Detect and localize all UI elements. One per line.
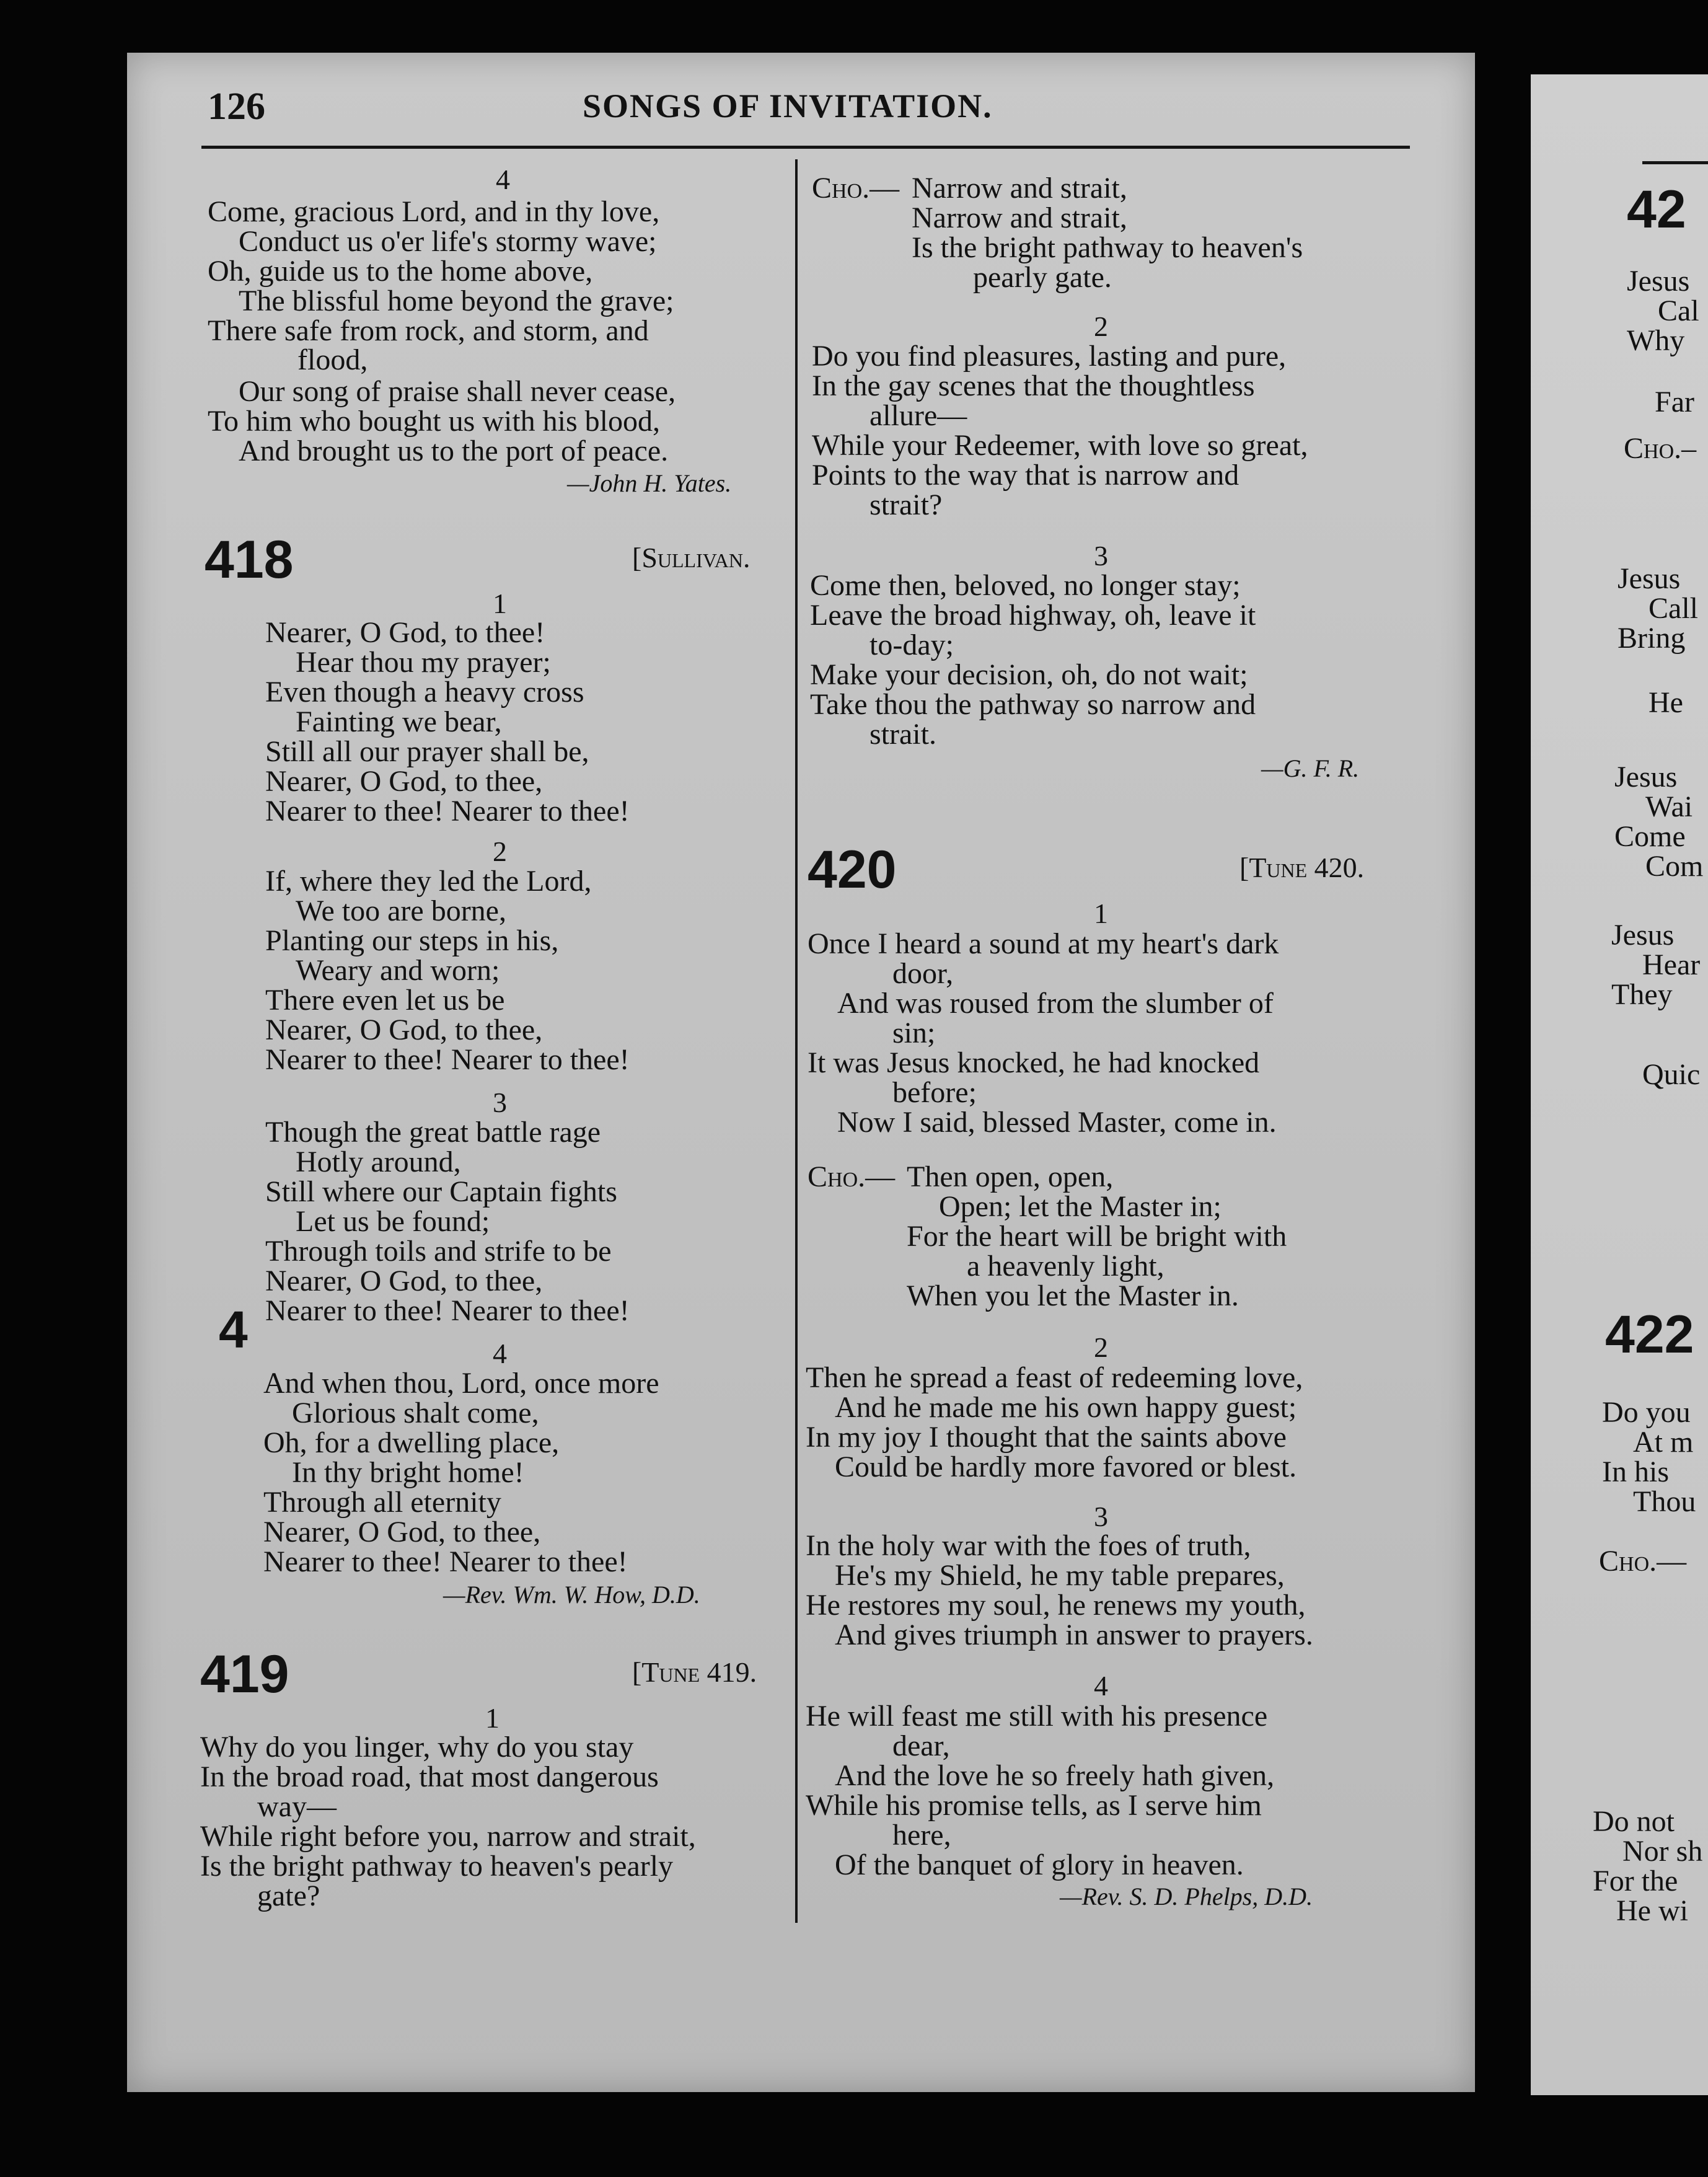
stanza-number: 2	[1094, 311, 1108, 342]
verse-line: Could be hardly more favored or blest.	[835, 1451, 1297, 1483]
verse-line: door,	[892, 957, 954, 990]
author-credit: —G. F. R.	[1261, 754, 1360, 782]
column-rule	[795, 159, 798, 1923]
facing-line: Bring	[1618, 622, 1686, 655]
verse-line: Come then, beloved, no longer stay;	[810, 569, 1241, 602]
chorus-label: Cho.—	[808, 1160, 896, 1193]
facing-line: Quic	[1642, 1058, 1701, 1091]
verse-line: Through toils and strife to be	[265, 1235, 612, 1268]
tune-name: [Tune 419.	[632, 1656, 757, 1688]
facing-page	[1531, 74, 1708, 2095]
facing-line: He wi	[1616, 1894, 1688, 1927]
verse-line: Oh, guide us to the home above,	[208, 255, 593, 288]
facing-line: Do not	[1593, 1805, 1675, 1838]
verse-line: allure—	[869, 399, 967, 432]
verse-line: Though the great battle rage	[265, 1116, 601, 1149]
verse-line: And was roused from the slumber of	[837, 987, 1274, 1020]
verse-line: to-day;	[869, 629, 954, 661]
facing-line: Jesus	[1614, 761, 1678, 793]
verse-line: Our song of praise shall never cease,	[239, 375, 676, 408]
verse-line: In the holy war with the foes of truth,	[806, 1529, 1251, 1562]
verse-line: Now I said, blessed Master, come in.	[837, 1106, 1277, 1139]
verse-line: Weary and worn;	[296, 954, 500, 987]
verse-line: before;	[892, 1076, 977, 1109]
facing-line: Thou	[1633, 1485, 1696, 1518]
verse-line: strait?	[869, 488, 943, 521]
verse-line: Nearer, O God, to thee!	[265, 616, 545, 649]
verse-line: Let us be found;	[296, 1205, 490, 1238]
stanza-number: 1	[1094, 898, 1108, 929]
verse-line: In the broad road, that most dangerous	[200, 1760, 659, 1793]
facing-line: They	[1611, 978, 1673, 1011]
facing-line: Do you	[1602, 1396, 1691, 1429]
verse-line: While his promise tells, as I serve him	[806, 1789, 1262, 1822]
verse-line: The blissful home beyond the grave;	[239, 285, 674, 317]
header-rule	[201, 146, 1410, 149]
tune-name: [Sullivan.	[632, 542, 751, 573]
author-credit: —Rev. Wm. W. How, D.D.	[443, 1581, 700, 1609]
verse-line: Conduct us o'er life's stormy wave;	[239, 225, 657, 258]
verse-line: In the gay scenes that the thoughtless	[812, 369, 1255, 402]
verse-line: Glorious shalt come,	[292, 1397, 539, 1429]
facing-line: Cal	[1658, 294, 1699, 327]
verse-line: If, where they led the Lord,	[265, 865, 592, 898]
verse-line: Planting our steps in his,	[265, 924, 559, 957]
verse-line: Fainting we bear,	[296, 705, 502, 738]
verse-line: While right before you, narrow and strait,	[200, 1820, 696, 1853]
facing-line: Cho.–	[1624, 432, 1697, 465]
verse-line: Points to the way that is narrow and	[812, 459, 1239, 492]
verse-line: And when thou, Lord, once more	[263, 1367, 659, 1400]
facing-line: Nor sh	[1622, 1835, 1703, 1868]
chorus-line: Is the bright pathway to heaven's	[912, 231, 1303, 264]
stanza-number: 1	[485, 1702, 500, 1734]
chorus-line: Narrow and strait,	[912, 172, 1127, 205]
verse-line: And gives triumph in answer to prayers.	[835, 1618, 1313, 1651]
verse-line: Why do you linger, why do you stay	[200, 1731, 634, 1764]
stanza-number: 2	[1094, 1331, 1108, 1363]
chorus-line: pearly gate.	[973, 261, 1112, 294]
verse-line: He will feast me still with his presence	[806, 1700, 1268, 1733]
verse-line: Nearer to thee! Nearer to thee!	[265, 1294, 630, 1327]
verse-line: Hear thou my prayer;	[296, 646, 551, 679]
verse-line: Is the bright pathway to heaven's pearly	[200, 1850, 674, 1883]
facing-line: Cho.—	[1599, 1545, 1687, 1578]
facing-line: Jesus	[1627, 265, 1690, 298]
chorus-line: Open; let the Master in;	[939, 1190, 1222, 1223]
verse-line: flood,	[297, 343, 368, 376]
facing-hymn-number: 42	[1627, 180, 1686, 239]
verse-line: Oh, for a dwelling place,	[263, 1426, 560, 1459]
verse-line: strait.	[869, 718, 936, 751]
verse-line: Nearer, O God, to thee,	[263, 1516, 541, 1548]
verse-line: Hotly around,	[296, 1146, 461, 1178]
stanza-number: 1	[493, 588, 507, 619]
verse-line: And brought us to the port of peace.	[239, 435, 669, 467]
verse-line: Even though a heavy cross	[265, 676, 584, 709]
stanza-number: 3	[1094, 1501, 1108, 1532]
chorus-line: When you let the Master in.	[907, 1279, 1239, 1312]
author-credit: —Rev. S. D. Phelps, D.D.	[1060, 1883, 1313, 1910]
verse-line: Nearer, O God, to thee,	[265, 1013, 543, 1046]
stanza-number: 4	[493, 1338, 507, 1369]
verse-line: Do you find pleasures, lasting and pure,	[812, 340, 1287, 373]
tune-name: [Tune 420.	[1239, 852, 1365, 883]
verse-line: Make your decision, oh, do not wait;	[810, 658, 1248, 691]
facing-line: In his	[1602, 1455, 1669, 1488]
hymn-number: 418	[205, 530, 294, 590]
verse-line: dear,	[892, 1729, 950, 1762]
verse-line: Take thou the pathway so narrow and	[810, 688, 1256, 721]
facing-line: Far	[1655, 386, 1694, 418]
verse-line: sin;	[892, 1017, 936, 1049]
chorus-label: Cho.—	[812, 172, 900, 205]
verse-line: Nearer to thee! Nearer to thee!	[265, 1043, 630, 1076]
facing-line: Call	[1649, 592, 1698, 625]
chorus-line: Then open, open,	[907, 1160, 1114, 1193]
verse-line: Nearer to thee! Nearer to thee!	[263, 1545, 628, 1578]
verse-line: And he made me his own happy guest;	[835, 1391, 1297, 1424]
facing-line: Wai	[1645, 790, 1693, 823]
verse-line: Leave the broad highway, oh, leave it	[810, 599, 1256, 632]
facing-line: Com	[1645, 850, 1704, 883]
verse-line: And the love he so freely hath given,	[835, 1759, 1275, 1792]
verse-line: Come, gracious Lord, and in thy love,	[208, 195, 660, 228]
margin-mark: 4	[219, 1300, 248, 1359]
verse-line: Nearer, O God, to thee,	[265, 1265, 543, 1297]
verse-line: gate?	[257, 1879, 320, 1912]
hymnal-page	[127, 53, 1475, 2092]
chorus-line: For the heart will be bright with	[907, 1220, 1287, 1253]
verse-line: It was Jesus knocked, he had knocked	[808, 1046, 1260, 1079]
verse-line: There safe from rock, and storm, and	[208, 314, 649, 347]
verse-line: Still where our Captain fights	[265, 1175, 617, 1208]
facing-hymn-number: 422	[1605, 1305, 1694, 1364]
facing-line: Why	[1627, 324, 1685, 357]
running-head: SONGS OF INVITATION.	[583, 87, 993, 125]
verse-line: There even let us be	[265, 984, 505, 1017]
verse-line: In thy bright home!	[292, 1456, 524, 1489]
hymn-number: 420	[808, 840, 897, 899]
stanza-number: 3	[493, 1087, 507, 1118]
verse-line: here,	[892, 1819, 951, 1852]
facing-line: He	[1649, 686, 1683, 719]
facing-line: Jesus	[1618, 562, 1681, 595]
stanza-number: 3	[1094, 540, 1108, 572]
facing-line: Hear	[1642, 948, 1701, 981]
verse-line: He restores my soul, he renews my youth,	[806, 1589, 1306, 1622]
hymn-number: 419	[200, 1645, 289, 1704]
facing-line: For the	[1593, 1865, 1678, 1897]
stanza-number: 4	[496, 164, 510, 195]
chorus-line: a heavenly light,	[967, 1250, 1164, 1283]
verse-line: To him who bought us with his blood,	[208, 405, 661, 438]
author-credit: —John H. Yates.	[567, 469, 732, 497]
verse-line: Of the banquet of glory in heaven.	[835, 1848, 1244, 1881]
page-number: 126	[208, 86, 265, 128]
verse-line: We too are borne,	[296, 894, 506, 927]
verse-line: Nearer to thee! Nearer to thee!	[265, 795, 630, 828]
verse-line: Once I heard a sound at my heart's dark	[808, 927, 1279, 960]
verse-line: Still all our prayer shall be,	[265, 735, 589, 768]
verse-line: Nearer, O God, to thee,	[265, 765, 543, 798]
verse-line: way—	[257, 1790, 337, 1823]
facing-line: At m	[1633, 1426, 1694, 1459]
verse-line: In my joy I thought that the saints above	[806, 1421, 1287, 1454]
stanza-number: 2	[493, 836, 507, 867]
facing-line: Jesus	[1611, 919, 1675, 952]
verse-line: He's my Shield, he my table prepares,	[835, 1559, 1285, 1592]
chorus-line: Narrow and strait,	[912, 201, 1127, 234]
verse-line: Through all eternity	[263, 1486, 501, 1519]
facing-line: Come	[1614, 820, 1686, 853]
stanza-number: 4	[1094, 1670, 1108, 1702]
verse-line: While your Redeemer, with love so great,	[812, 429, 1308, 462]
facing-header-rule	[1642, 161, 1708, 164]
verse-line: Then he spread a feast of redeeming love,	[806, 1361, 1303, 1394]
